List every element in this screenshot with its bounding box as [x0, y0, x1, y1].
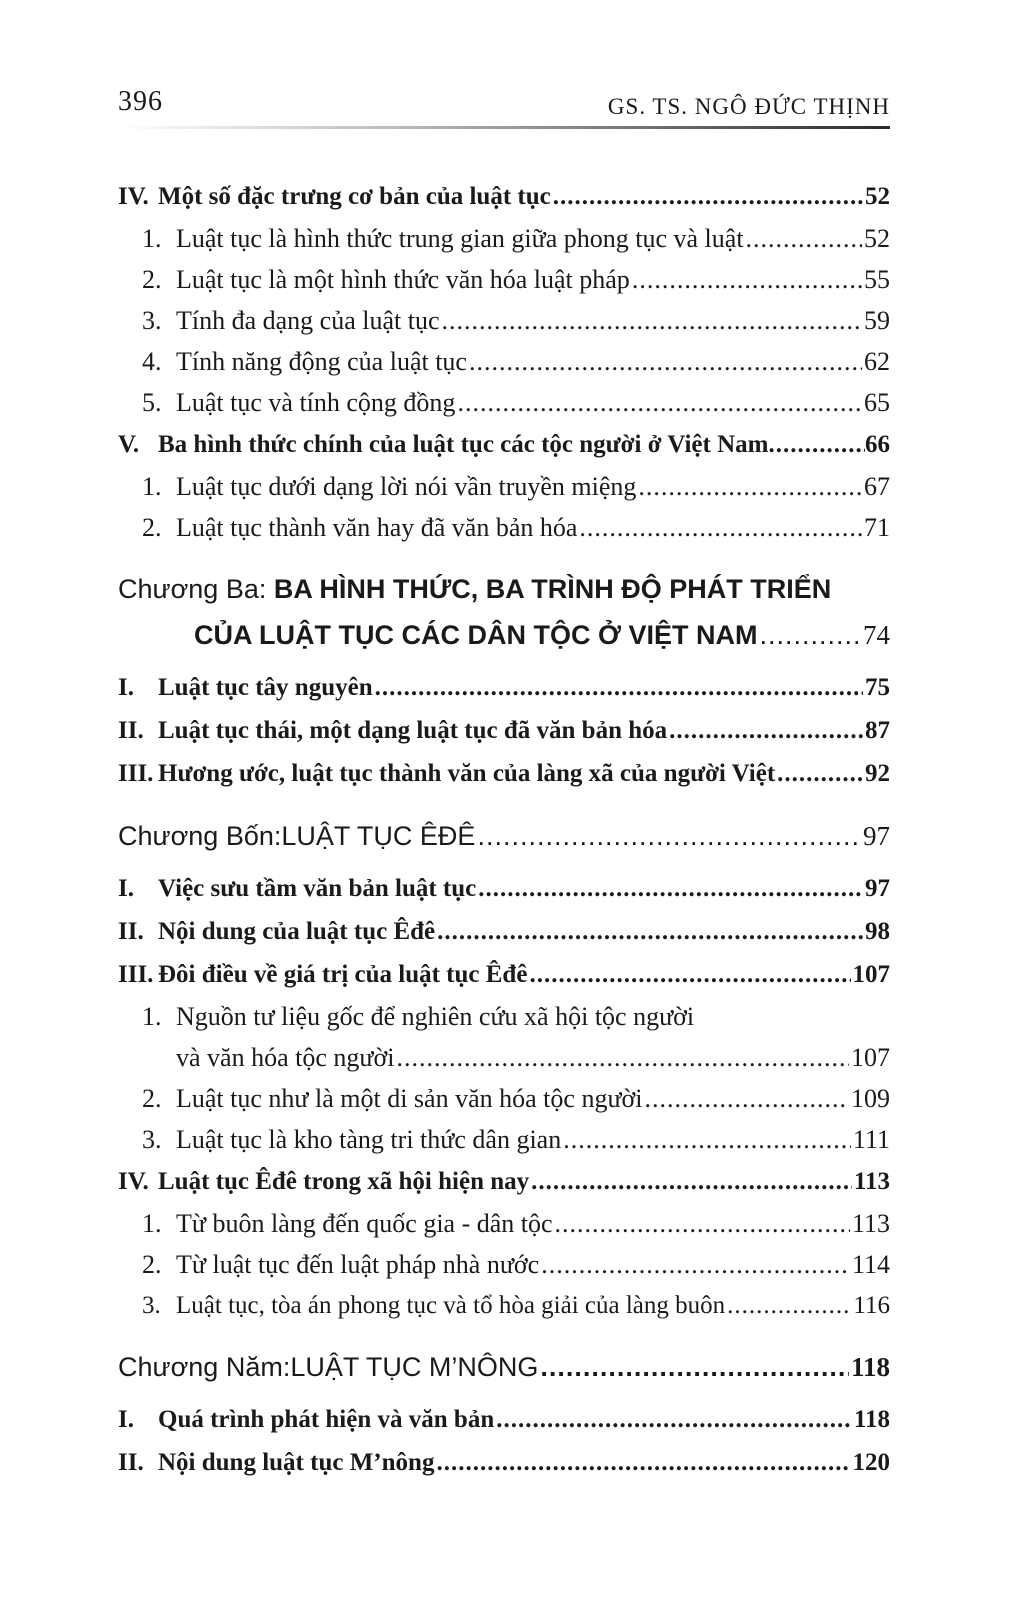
section-number: IV. [118, 183, 149, 210]
page-ref: 118 [850, 1352, 890, 1382]
dot-leader [746, 218, 862, 259]
page-ref: 87 [865, 717, 890, 744]
toc-item[interactable] [118, 507, 890, 548]
chapter-title: LUẬT TỤC ÊĐÊ [281, 821, 476, 851]
toc-item[interactable] [118, 1285, 890, 1326]
section-title: Quá trình phát hiện và văn bản [158, 1406, 495, 1433]
item-number: 3. [142, 1292, 161, 1319]
toc-section-v[interactable] [118, 423, 890, 466]
item-title: Từ luật tục đến luật pháp nhà nước [176, 1250, 540, 1279]
toc-item[interactable] [118, 341, 890, 382]
section-number: I. [118, 875, 134, 902]
toc-item[interactable] [118, 218, 890, 259]
item-number: 2. [142, 265, 162, 294]
item-title: Luật tục là kho tàng tri thức dân gian [176, 1125, 562, 1154]
item-title: Luật tục dưới dạng lời nói vần truyền miệng [176, 472, 637, 501]
toc-section[interactable] [118, 709, 890, 752]
toc-item[interactable] [118, 1244, 890, 1285]
page-ref: 109 [851, 1084, 890, 1113]
item-number: 4. [142, 347, 162, 376]
toc-item[interactable] [118, 1078, 890, 1119]
toc-chapter-4[interactable] [118, 813, 890, 859]
section-title: Luật tục thái, một dạng luật tục đã văn bản hóa [158, 717, 668, 744]
page-ref: 75 [865, 674, 890, 701]
table-of-contents [118, 175, 890, 1484]
dot-leader [469, 341, 862, 382]
item-number: 1. [142, 1209, 162, 1238]
page-ref: 97 [865, 875, 890, 902]
toc-section[interactable] [118, 1398, 890, 1441]
dot-leader [727, 1285, 851, 1326]
toc-section[interactable] [118, 953, 890, 996]
page-ref: 111 [852, 1125, 890, 1154]
section-title: Ba hình thức chính của luật tục các tộc người ở Việt Nam [158, 431, 769, 458]
section-title: Nội dung của luật tục Êđê [158, 918, 436, 945]
page-ref: 71 [864, 513, 890, 542]
toc-section[interactable] [118, 666, 890, 709]
dot-leader [669, 709, 863, 752]
toc-item[interactable] [118, 1119, 890, 1160]
page-ref: 98 [865, 918, 890, 945]
toc-section-iv[interactable] [118, 175, 890, 218]
dot-leader [563, 1119, 851, 1160]
item-number: 1. [142, 224, 162, 253]
page-ref: 62 [864, 347, 890, 376]
dot-leader [777, 752, 863, 795]
dot-leader [375, 666, 863, 709]
page-ref: 67 [864, 472, 890, 501]
page-number: 396 [118, 86, 163, 117]
item-number: 2. [142, 1084, 162, 1113]
item-title: Luật tục, tòa án phong tục và tổ hòa giải của làng buôn [176, 1292, 726, 1319]
dot-leader [540, 1344, 849, 1390]
dot-leader [477, 813, 861, 859]
page-ref: 66 [865, 431, 890, 458]
running-title: GS. TS. NGÔ ĐỨC THỊNH [607, 94, 890, 119]
toc-item[interactable] [118, 1203, 890, 1244]
item-title: Tính năng động của luật tục [176, 347, 467, 376]
page-ref: 116 [853, 1292, 890, 1319]
dot-leader [437, 910, 863, 953]
section-number: III. [118, 760, 154, 787]
page-ref: 120 [852, 1449, 890, 1476]
dot-leader [638, 466, 862, 507]
item-title: Luật tục như là một di sản văn hóa tộc người [176, 1084, 643, 1113]
section-number: IV. [118, 1168, 149, 1195]
chapter-prefix: Chương Năm: [118, 1352, 291, 1382]
item-number: 3. [142, 306, 162, 335]
page-ref: 52 [864, 224, 890, 253]
page-ref: 113 [851, 1209, 890, 1238]
dot-leader [457, 382, 862, 423]
dot-leader [531, 1160, 852, 1203]
section-number: III. [118, 961, 154, 988]
page-ref: 113 [853, 1168, 890, 1195]
dot-leader [529, 953, 850, 996]
page-ref: 74 [863, 620, 890, 650]
toc-section[interactable] [118, 1441, 890, 1484]
dot-leader [760, 612, 862, 658]
dot-leader [396, 1037, 849, 1078]
chapter-title-cont: CỦA LUẬT TỤC CÁC DÂN TỘC Ở VIỆT NAM [194, 620, 758, 650]
item-number: 3. [142, 1125, 162, 1154]
page-ref: 92 [865, 760, 890, 787]
section-title: Việc sưu tầm văn bản luật tục [158, 875, 477, 902]
dot-leader [436, 1441, 850, 1484]
section-title: Hương ước, luật tục thành văn của làng xã của người Việt [158, 760, 776, 787]
toc-section[interactable] [118, 867, 890, 910]
dot-leader [442, 300, 862, 341]
toc-item[interactable] [118, 382, 890, 423]
section-number: V. [118, 431, 140, 458]
page-ref: 114 [851, 1250, 890, 1279]
item-title: Từ buôn làng đến quốc gia - dân tộc [176, 1209, 553, 1238]
dot-leader [645, 1078, 849, 1119]
page-ref: 107 [851, 1043, 890, 1072]
toc-item[interactable] [118, 300, 890, 341]
item-title: Luật tục thành văn hay đã văn bản hóa [176, 513, 578, 542]
toc-item[interactable] [118, 996, 890, 1037]
chapter-prefix: Chương Ba: [118, 574, 274, 604]
toc-item[interactable] [118, 259, 890, 300]
toc-chapter-3-line2[interactable] [118, 612, 890, 658]
toc-chapter-5[interactable] [118, 1344, 890, 1390]
section-title: Luật tục Êđê trong xã hội hiện nay [158, 1168, 530, 1195]
dot-leader [496, 1398, 852, 1441]
section-number: II. [118, 918, 144, 945]
item-number: 1. [142, 1002, 162, 1031]
page-ref: 59 [864, 306, 890, 335]
toc-section[interactable] [118, 910, 890, 953]
item-number: 2. [142, 513, 162, 542]
toc-item[interactable] [118, 466, 890, 507]
section-number: I. [118, 674, 134, 701]
dot-leader [541, 1244, 850, 1285]
section-number: II. [118, 717, 144, 744]
dot-leader [553, 175, 863, 218]
chapter-prefix: Chương Bốn: [118, 821, 282, 851]
toc-chapter-3-line1[interactable] [118, 566, 890, 612]
toc-item-cont[interactable] [118, 1037, 890, 1078]
dot-leader [769, 423, 866, 466]
item-number: 5. [142, 388, 162, 417]
section-title: Nội dung luật tục M’nông [158, 1449, 435, 1476]
item-title: Luật tục là một hình thức văn hóa luật pháp [176, 265, 630, 294]
item-number: 2. [142, 1250, 162, 1279]
dot-leader [579, 507, 862, 548]
dot-leader [478, 867, 863, 910]
section-title: Đôi điều về giá trị của luật tục Êđê [158, 961, 528, 988]
dot-leader [632, 259, 862, 300]
item-title: Nguồn tư liệu gốc để nghiên cứu xã hội tộc người [176, 1002, 695, 1031]
item-title-cont: và văn hóa tộc người [176, 1043, 395, 1072]
item-title: Tính đa dạng của luật tục [176, 306, 440, 335]
section-number: I. [118, 1406, 134, 1433]
page-ref: 107 [852, 961, 890, 988]
item-title: Luật tục là hình thức trung gian giữa phong tục và luật [176, 224, 744, 253]
toc-section[interactable] [118, 1160, 890, 1203]
item-number: 1. [142, 472, 162, 501]
page-ref: 97 [863, 821, 890, 851]
section-number: II. [118, 1449, 144, 1476]
page-ref: 52 [865, 183, 890, 210]
page-ref: 55 [864, 265, 890, 294]
chapter-title: LUẬT TỤC M’NÔNG [290, 1352, 539, 1382]
page-ref: 118 [853, 1406, 890, 1433]
chapter-title: BA HÌNH THỨC, BA TRÌNH ĐỘ PHÁT TRIỂN [273, 574, 832, 604]
page-ref: 65 [864, 388, 890, 417]
dot-leader [555, 1203, 850, 1244]
header-rule [118, 126, 890, 129]
page-header [118, 78, 890, 130]
section-title: Luật tục tây nguyên [158, 674, 373, 701]
toc-section[interactable] [118, 752, 890, 795]
section-title: Một số đặc trưng cơ bản của luật tục [158, 183, 551, 210]
item-title: Luật tục và tính cộng đồng [176, 388, 456, 417]
